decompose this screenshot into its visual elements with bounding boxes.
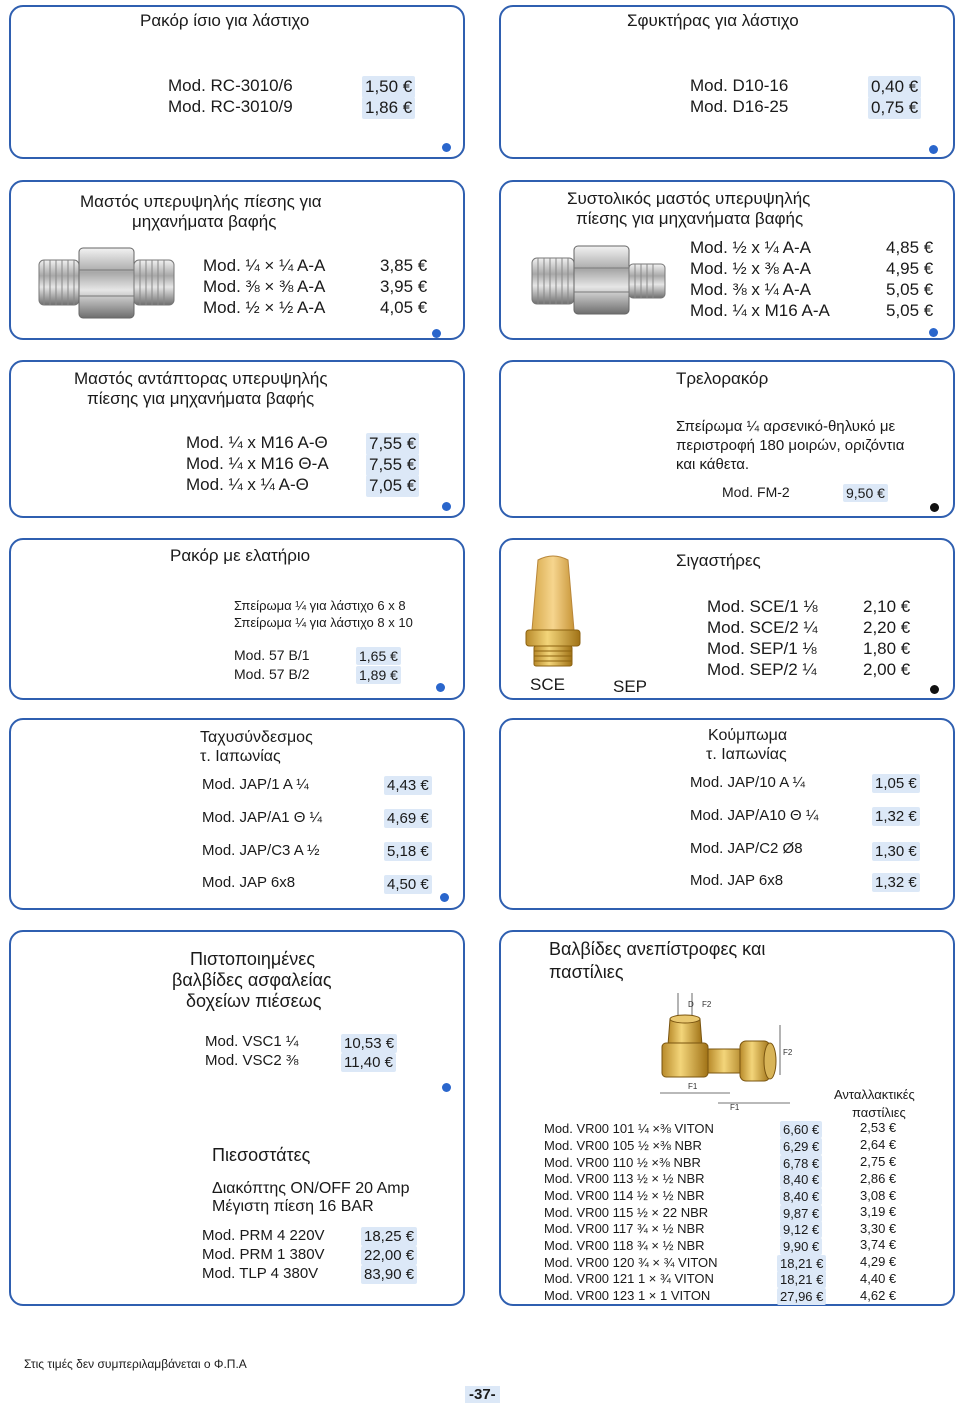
panel11-model-2: Mod. VSC2 ⅜ [205,1052,299,1069]
panel11-title-line1: Πιστοποιημένες [190,949,315,969]
panel6-price: 9,50 € [843,484,888,502]
valve-row-spare-3: 2,75 € [860,1154,897,1169]
panel9-price-1: 4,43 € [384,776,432,795]
panel1-price-1: 1,50 € [362,76,415,98]
panel5-title-line2: πίεσης για μηχανήματα βαφής [87,389,315,408]
panel2-dot [929,145,938,154]
panel4-model-2: Mod. ½ x ⅜ A-A [690,259,811,278]
valve-row-spare-6: 3,19 € [860,1204,897,1219]
panel11-model2-2: Mod. PRM 1 380V [202,1246,325,1263]
panel3-price-3: 4,05 € [380,298,428,317]
diagram-label-f1-left: F1 [688,1082,698,1091]
page-number: -37- [465,1386,500,1403]
panel11-price2-3: 83,90 € [361,1265,417,1284]
reducing-nipple-image [527,240,677,320]
panel6-desc-line1: Σπείρωμα ¼ αρσενικό-θηλυκό με [676,418,896,435]
panel6-desc-line3: και κάθετα. [676,456,750,473]
panel10-model-2: Mod. JAP/A10 Θ ¼ [690,807,819,824]
panel11-model2-1: Mod. PRM 4 220V [202,1227,325,1244]
panel5-price-1: 7,55 € [366,433,419,455]
check-valve-image [640,985,820,1115]
panel3-title-line2: μηχανήματα βαφής [132,212,277,231]
panel9-model-1: Mod. JAP/1 A ¼ [202,776,309,793]
panel9-title-line1: Ταχυσύνδεσμος [200,729,313,746]
panel7-title: Ρακόρ με ελατήριο [170,546,311,565]
panel5-model-3: Mod. ¼ x ¼ A-Θ [186,475,309,494]
panel4-dot [929,328,938,337]
panel5-title-line1: Μαστός αντάπτορας υπερυψηλής [74,369,328,388]
valve-row-model-4: Mod. VR00 113 ½ × ½ NBR [544,1171,705,1186]
panel1-model-2: Mod. RC-3010/9 [168,97,293,116]
nipple-fitting-image [34,240,184,325]
panel8-price-2: 2,20 € [863,618,911,637]
panel11-model-1: Mod. VSC1 ¼ [205,1033,299,1050]
valve-row-price-2: 6,29 € [780,1138,822,1155]
valve-row-price-8: 9,90 € [780,1238,822,1255]
valve-row-price-3: 6,78 € [780,1155,822,1172]
panel12-spare-header-line2: παστίλιες [852,1105,906,1120]
panel8-label-sce: SCE [530,675,565,694]
panel11-model2-3: Mod. TLP 4 380V [202,1265,319,1282]
valve-row-spare-5: 3,08 € [860,1188,897,1203]
panel3-title-line1: Μαστός υπερυψηλής πίεσης για [80,192,322,211]
panel3-model-2: Mod. ⅜ × ⅜ A-A [203,277,326,296]
panel8-model-2: Mod. SCE/2 ¼ [707,618,818,637]
valve-row-price-4: 8,40 € [780,1171,822,1188]
panel7-desc-line2: Σπείρωμα ¼ για λάστιχο 8 x 10 [234,615,413,630]
panel9-price-2: 4,69 € [384,809,432,828]
valve-row-price-5: 8,40 € [780,1188,822,1205]
panel2-price-2: 0,75 € [868,97,921,119]
valve-row-model-7: Mod. VR00 117 ¾ × ½ NBR [544,1221,705,1236]
panel11-price2-1: 18,25 € [361,1227,417,1246]
panel3-model-1: Mod. ¼ × ¼ A-A [203,256,326,275]
diagram-label-f2-right: F2 [783,1048,793,1057]
panel2-model-2: Mod. D16-25 [690,97,789,116]
panel6-desc-line2: περιστροφή 180 μοιρών, οριζόντια [676,437,905,454]
panel10-price-3: 1,30 € [872,842,920,861]
valve-row-model-8: Mod. VR00 118 ¾ × ½ NBR [544,1238,705,1253]
panel8-model-1: Mod. SCE/1 ⅛ [707,597,818,616]
panel4-model-1: Mod. ½ x ¼ A-A [690,238,811,257]
silencer-image [518,552,588,672]
panel9-model-2: Mod. JAP/A1 Θ ¼ [202,809,323,826]
panel4-model-3: Mod. ⅜ x ¼ A-A [690,280,811,299]
panel4-price-2: 4,95 € [886,259,934,278]
valve-row-spare-4: 2,86 € [860,1171,897,1186]
footer-vat-note: Στις τιμές δεν συμπεριλαμβάνεται ο Φ.Π.Α [24,1357,247,1371]
panel6-dot [930,503,939,512]
valve-row-price-7: 9,12 € [780,1221,822,1238]
panel5-model-2: Mod. ¼ x M16 Θ-A [186,454,329,473]
panel10-model-1: Mod. JAP/10 A ¼ [690,774,806,791]
panel10-title-line1: Κούμπωμα [708,727,788,744]
valve-row-model-5: Mod. VR00 114 ½ × ½ NBR [544,1188,705,1203]
panel3-dot [432,329,441,338]
panel10-price-4: 1,32 € [872,873,920,892]
valve-row-model-11: Mod. VR00 123 1 × 1 VITON [544,1288,711,1303]
valve-row-model-1: Mod. VR00 101 ¼ ×⅜ VITON [544,1121,714,1136]
panel11-title-line3: δοχείων πιέσεως [186,991,322,1011]
panel1-dot [442,143,451,152]
valve-row-spare-1: 2,53 € [860,1120,897,1135]
panel12-spare-header-line1: Ανταλλακτικές [834,1087,915,1102]
valve-row-spare-10: 4,40 € [860,1271,897,1286]
panel7-price-1: 1,65 € [356,647,401,665]
panel4-price-4: 5,05 € [886,301,934,320]
valve-row-model-10: Mod. VR00 121 1 × ¾ VITON [544,1271,714,1286]
valve-row-model-3: Mod. VR00 110 ½ ×⅜ NBR [544,1155,701,1170]
panel9-model-3: Mod. JAP/C3 A ½ [202,842,320,859]
valve-row-price-9: 18,21 € [777,1255,826,1272]
panel10-price-2: 1,32 € [872,807,920,826]
panel2-price-1: 0,40 € [868,76,921,98]
panel4-title-line1: Συστολικός μαστός υπερυψηλής [567,189,811,208]
diagram-label-f2-top: F2 [702,1000,712,1009]
panel5-dot [442,502,451,511]
panel11-title-line2: βαλβίδες ασφαλείας [172,970,332,990]
panel8-price-3: 1,80 € [863,639,911,658]
panel8-label-sep: SEP [613,677,648,696]
panel9-dot [440,893,449,902]
panel8-title: Σιγαστήρες [676,551,761,570]
panel11-desc-line1: Διακόπτης ON/OFF 20 Amp [212,1180,410,1197]
panel11-desc-line2: Μέγιστη πίεση 16 BAR [212,1198,374,1215]
diagram-label-f1-bottom: F1 [730,1103,740,1112]
panel11-price-1: 10,53 € [341,1034,397,1053]
valve-row-price-11: 27,96 € [777,1288,826,1305]
panel8-dot [930,685,939,694]
panel10-price-1: 1,05 € [872,774,920,793]
valve-row-model-9: Mod. VR00 120 ¾ × ¾ VITON [544,1255,718,1270]
valve-row-price-1: 6,60 € [780,1121,822,1138]
panel10-title-line2: τ. Ιαπωνίας [706,746,787,763]
valve-row-spare-11: 4,62 € [860,1288,897,1303]
valve-row-spare-7: 3,30 € [860,1221,897,1236]
panel1-title: Ρακόρ ίσιο για λάστιχο [140,11,310,30]
panel5-price-3: 7,05 € [366,475,419,497]
panel11-dot-1 [442,1083,451,1092]
panel10-model-4: Mod. JAP 6x8 [690,872,784,889]
panel8-price-1: 2,10 € [863,597,911,616]
panel11-price-2: 11,40 € [341,1053,396,1072]
panel9-title-line2: τ. Ιαπωνίας [200,748,281,765]
panel6-title: Τρελορακόρ [676,369,769,388]
panel2-model-1: Mod. D10-16 [690,76,789,95]
panel12-title-line1: Βαλβίδες ανεπίστροφες και [549,939,766,959]
valve-row-spare-8: 3,74 € [860,1237,897,1252]
panel7-dot [436,683,445,692]
panel6-model: Mod. FM-2 [722,484,790,500]
panel5-model-1: Mod. ¼ x M16 A-Θ [186,433,328,452]
valve-row-model-2: Mod. VR00 105 ½ ×⅜ NBR [544,1138,702,1153]
panel3-price-1: 3,85 € [380,256,428,275]
valve-row-price-10: 18,21 € [777,1271,826,1288]
panel9-price-4: 4,50 € [384,875,432,894]
diagram-label-d: D [688,1000,694,1009]
panel7-model-2: Mod. 57 B/2 [234,666,310,682]
panel4-model-4: Mod. ¼ x M16 A-A [690,301,830,320]
valve-row-model-6: Mod. VR00 115 ½ × 22 NBR [544,1205,709,1220]
panel2-title: Σφυκτήρας για λάστιχο [627,11,799,30]
panel3-price-2: 3,95 € [380,277,428,296]
panel7-desc-line1: Σπείρωμα ¼ για λάστιχο 6 x 8 [234,598,406,613]
panel8-price-4: 2,00 € [863,660,911,679]
panel4-title-line2: πίεσης για μηχανήματα βαφής [576,209,804,228]
panel4-price-1: 4,85 € [886,238,934,257]
panel12-title-line2: παστίλιες [549,962,624,982]
panel11-price2-2: 22,00 € [361,1246,417,1265]
valve-row-price-6: 9,87 € [780,1205,822,1222]
panel11-title2: Πιεσοστάτες [212,1145,311,1165]
panel10-model-3: Mod. JAP/C2 Ø8 [690,840,803,857]
panel7-price-2: 1,89 € [356,666,401,684]
panel8-model-4: Mod. SEP/2 ¼ [707,660,817,679]
panel7-model-1: Mod. 57 B/1 [234,647,310,663]
panel1-model-1: Mod. RC-3010/6 [168,76,293,95]
panel1-price-2: 1,86 € [362,97,415,119]
panel5-price-2: 7,55 € [366,454,419,476]
panel3-model-3: Mod. ½ × ½ A-A [203,298,326,317]
panel8-model-3: Mod. SEP/1 ⅛ [707,639,817,658]
panel4-price-3: 5,05 € [886,280,934,299]
valve-row-spare-2: 2,64 € [860,1137,897,1152]
panel9-model-4: Mod. JAP 6x8 [202,874,296,891]
valve-row-spare-9: 4,29 € [860,1254,897,1269]
panel9-price-3: 5,18 € [384,842,432,861]
